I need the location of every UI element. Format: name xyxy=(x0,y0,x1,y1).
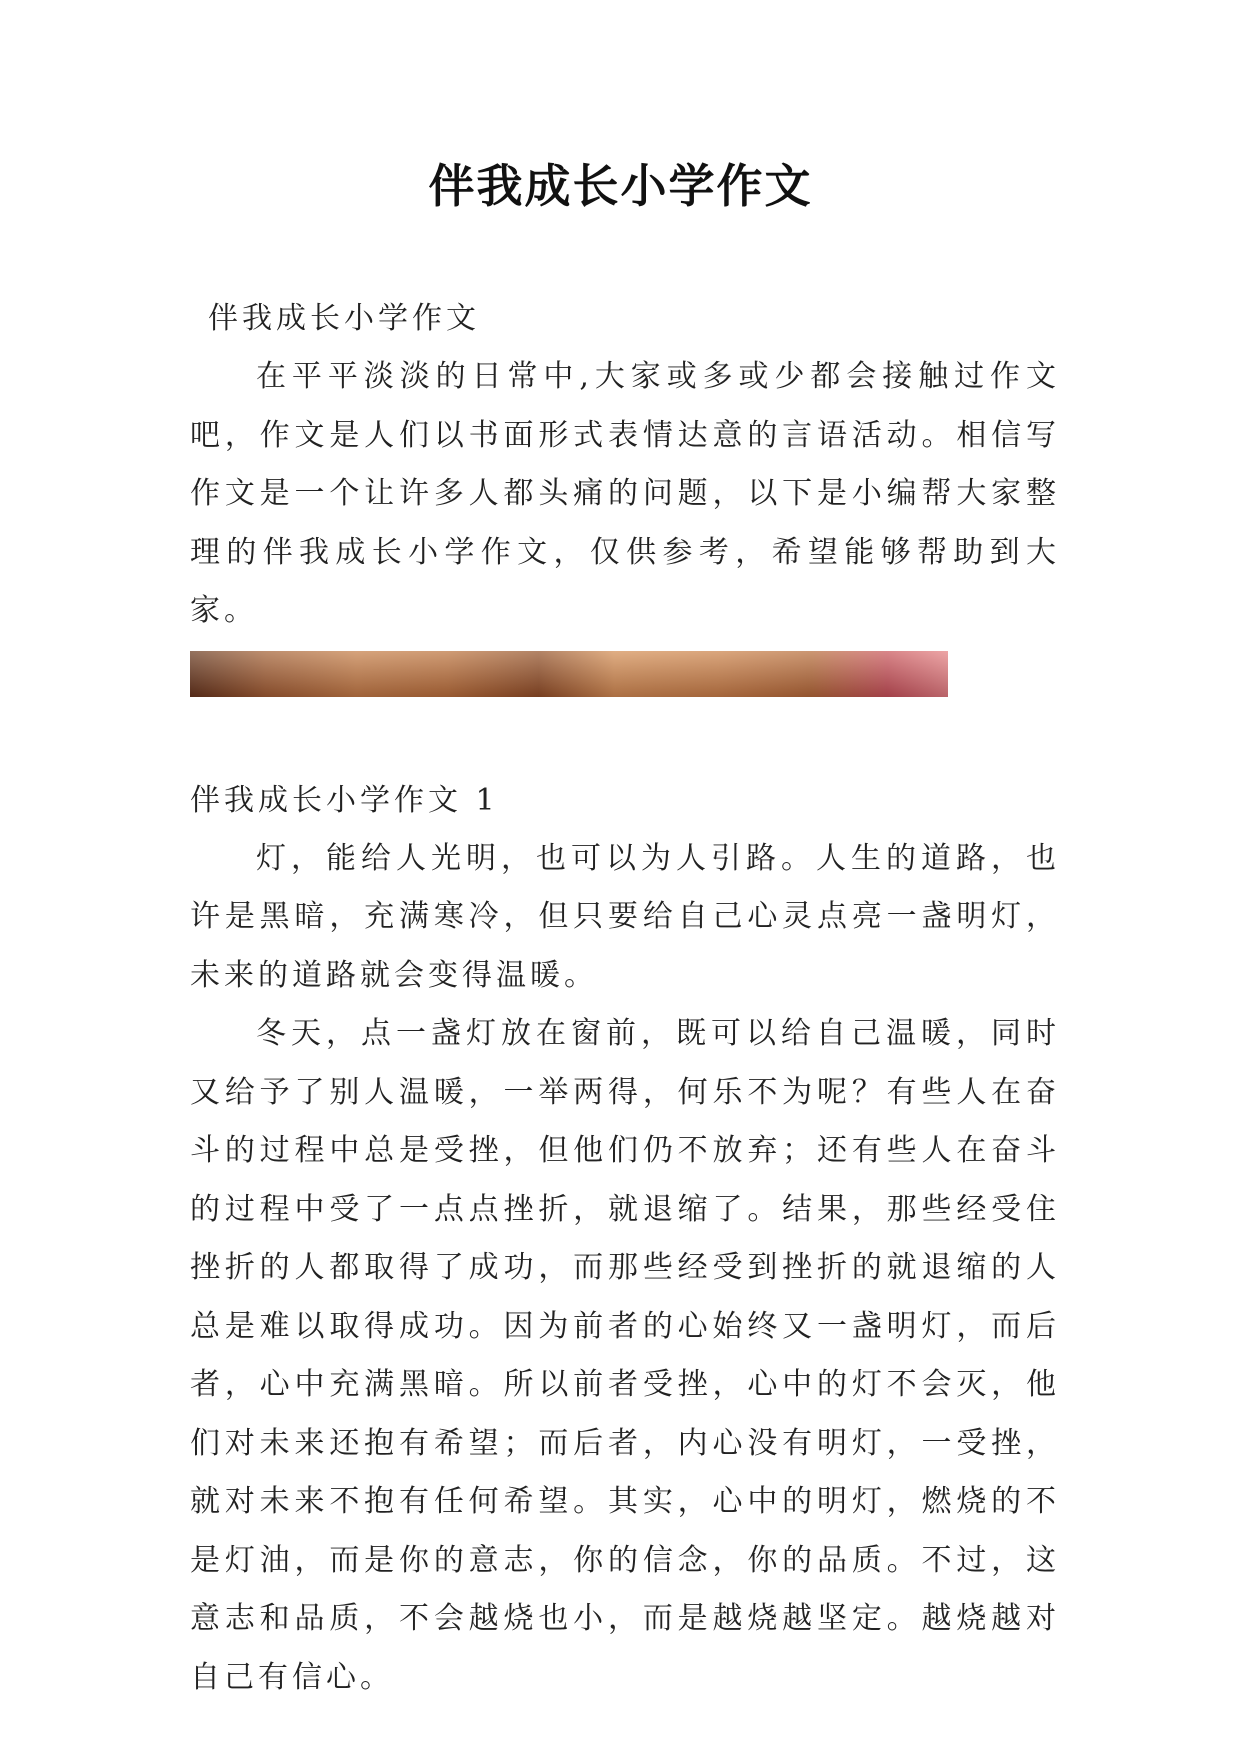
document-title: 伴我成长小学作文 xyxy=(428,159,813,213)
document-subtitle: 伴我成长小学作文 xyxy=(208,301,480,336)
body-paragraph-1: 灯，能给人光明，也可以为人引路。人生的道路，也许是黑暗，充满寒冷，但只要给自己心灵点亮一盏明灯，未来的道路就会变得温暖。 xyxy=(190,840,1060,993)
body-paragraph-2: 冬天，点一盏灯放在窗前，既可以给自己温暖，同时又给予了别人温暖，一举两得，何乐不为呢？有些人在奋斗的过程中总是受挫，但他们仍不放弃；还有些人在奋斗的过程中受了一点点挫折，就退缩了。结果，那些经受住挫折的人都取得了成功，而那些经受到挫折的就退缩的人总是难以取得成功。因为前者的心始终又一盏明灯，而后者，心中充满黑暗。所以前者受挫，心中的灯不会灭，他们对未来还抱有希望；而后者，内心没有明灯，一受挫，就对未来不抱有任何希望。其实，心中的明灯，燃烧的不是灯油，而是你的意志，你的信念，你的品质。不过，这意志和品质，不会越烧也小，而是越烧越坚定。越烧越对自己有信心。 xyxy=(190,1016,1060,1695)
cropped-photo-image xyxy=(190,651,948,697)
section-heading: 伴我成长小学作文 1 xyxy=(190,782,499,818)
photo-shade xyxy=(190,651,948,697)
intro-paragraph: 在平平淡淡的日常中,大家或多或少都会接触过作文吧，作文是人们以书面形式表情达意的言语活动。相信写作文是一个让许多人都头痛的问题，以下是小编帮大家整理的伴我成长小学作文，仅供参考，希望能够帮助到大家。 xyxy=(190,359,1060,628)
document-body xyxy=(190,290,1060,1707)
